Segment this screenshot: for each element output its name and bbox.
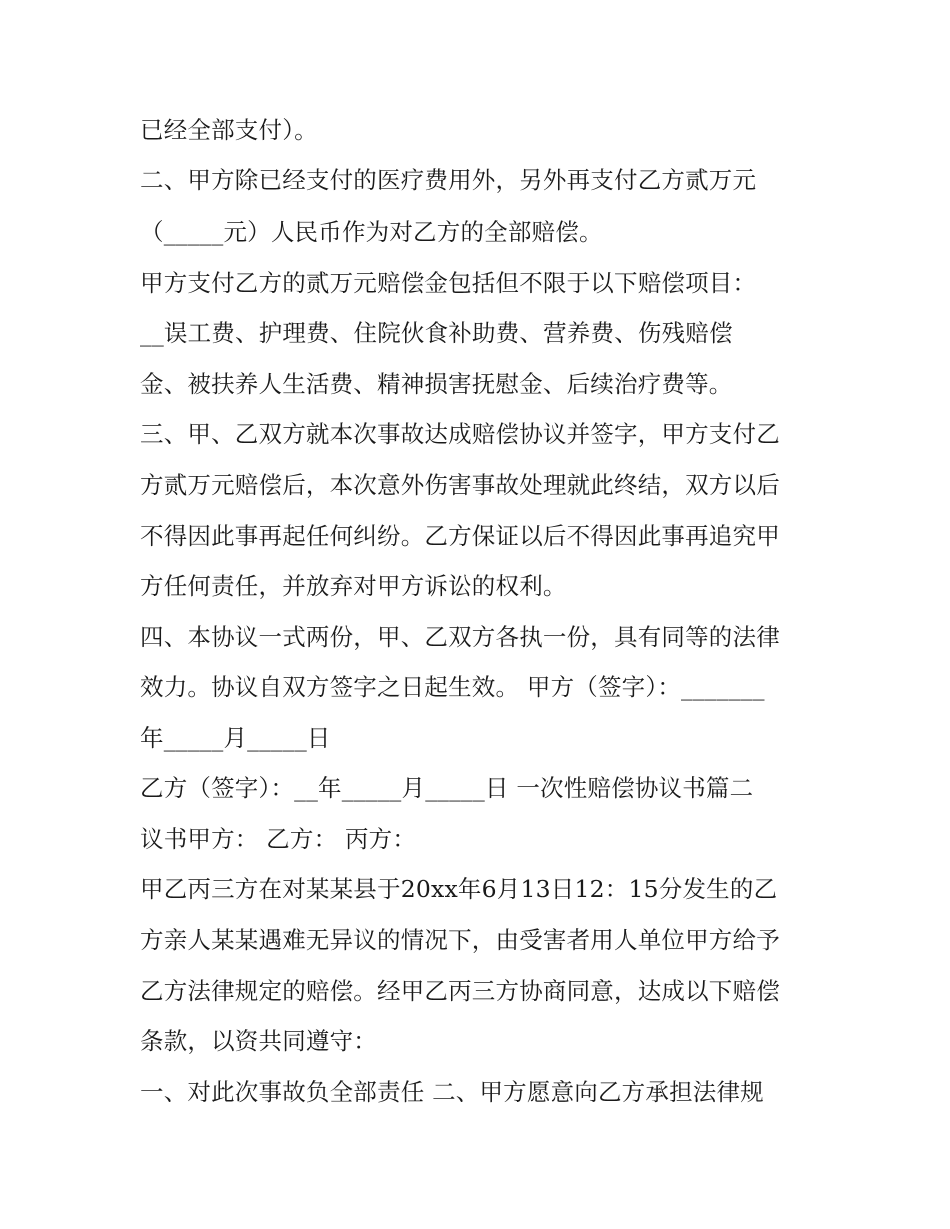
text-line: 方亲人某某遇难无异议的情况下，由受害者用人单位甲方给予	[140, 926, 780, 954]
text-line: 不得因此事再起任何纠纷。乙方保证以后不得因此事再追究甲	[140, 522, 780, 550]
text-line: 四、本协议一式两份，甲、乙双方各执一份，具有同等的法律	[140, 623, 780, 651]
text-line: 乙方法律规定的赔偿。经甲乙丙三方协商同意，达成以下赔偿	[140, 977, 780, 1005]
text-line: （_____元）人民币作为对乙方的全部赔偿。	[140, 218, 603, 246]
text-line: 方贰万元赔偿后，本次意外伤害事故处理就此终结，双方以后	[140, 471, 780, 499]
text-line: 甲方支付乙方的贰万元赔偿金包括但不限于以下赔偿项目：	[140, 269, 757, 297]
text-line: 三、甲、乙双方就本次事故达成赔偿协议并签字，甲方支付乙	[140, 420, 780, 448]
text-line: 二、甲方除已经支付的医疗费用外，另外再支付乙方贰万元	[140, 166, 757, 194]
text-line: 一、对此次事故负全部责任 二、甲方愿意向乙方承担法律规	[140, 1078, 764, 1106]
text-line: 金、被扶养人生活费、精神损害抚慰金、后续治疗费等。	[140, 370, 733, 398]
text-line: __误工费、护理费、住院伙食补助费、营养费、伤残赔偿	[140, 319, 733, 347]
text-line: 乙方（签字）：__年_____月_____日 一次性赔偿协议书篇二	[140, 774, 754, 802]
text-line: 方任何责任，并放弃对甲方诉讼的权利。	[140, 572, 567, 600]
text-line: 条款，以资共同遵守：	[140, 1027, 377, 1055]
text-line: 已经全部支付）。	[140, 116, 318, 144]
text-line: 年_____月_____日	[140, 724, 331, 752]
text-line: 甲乙丙三方在对某某县于20xx年6月13日12：15分发生的乙	[140, 875, 778, 903]
text-line: 效力。协议自双方签字之日起生效。 甲方（签字）：_______	[140, 673, 765, 701]
text-line: 议书甲方： 乙方： 丙方：	[140, 825, 417, 853]
